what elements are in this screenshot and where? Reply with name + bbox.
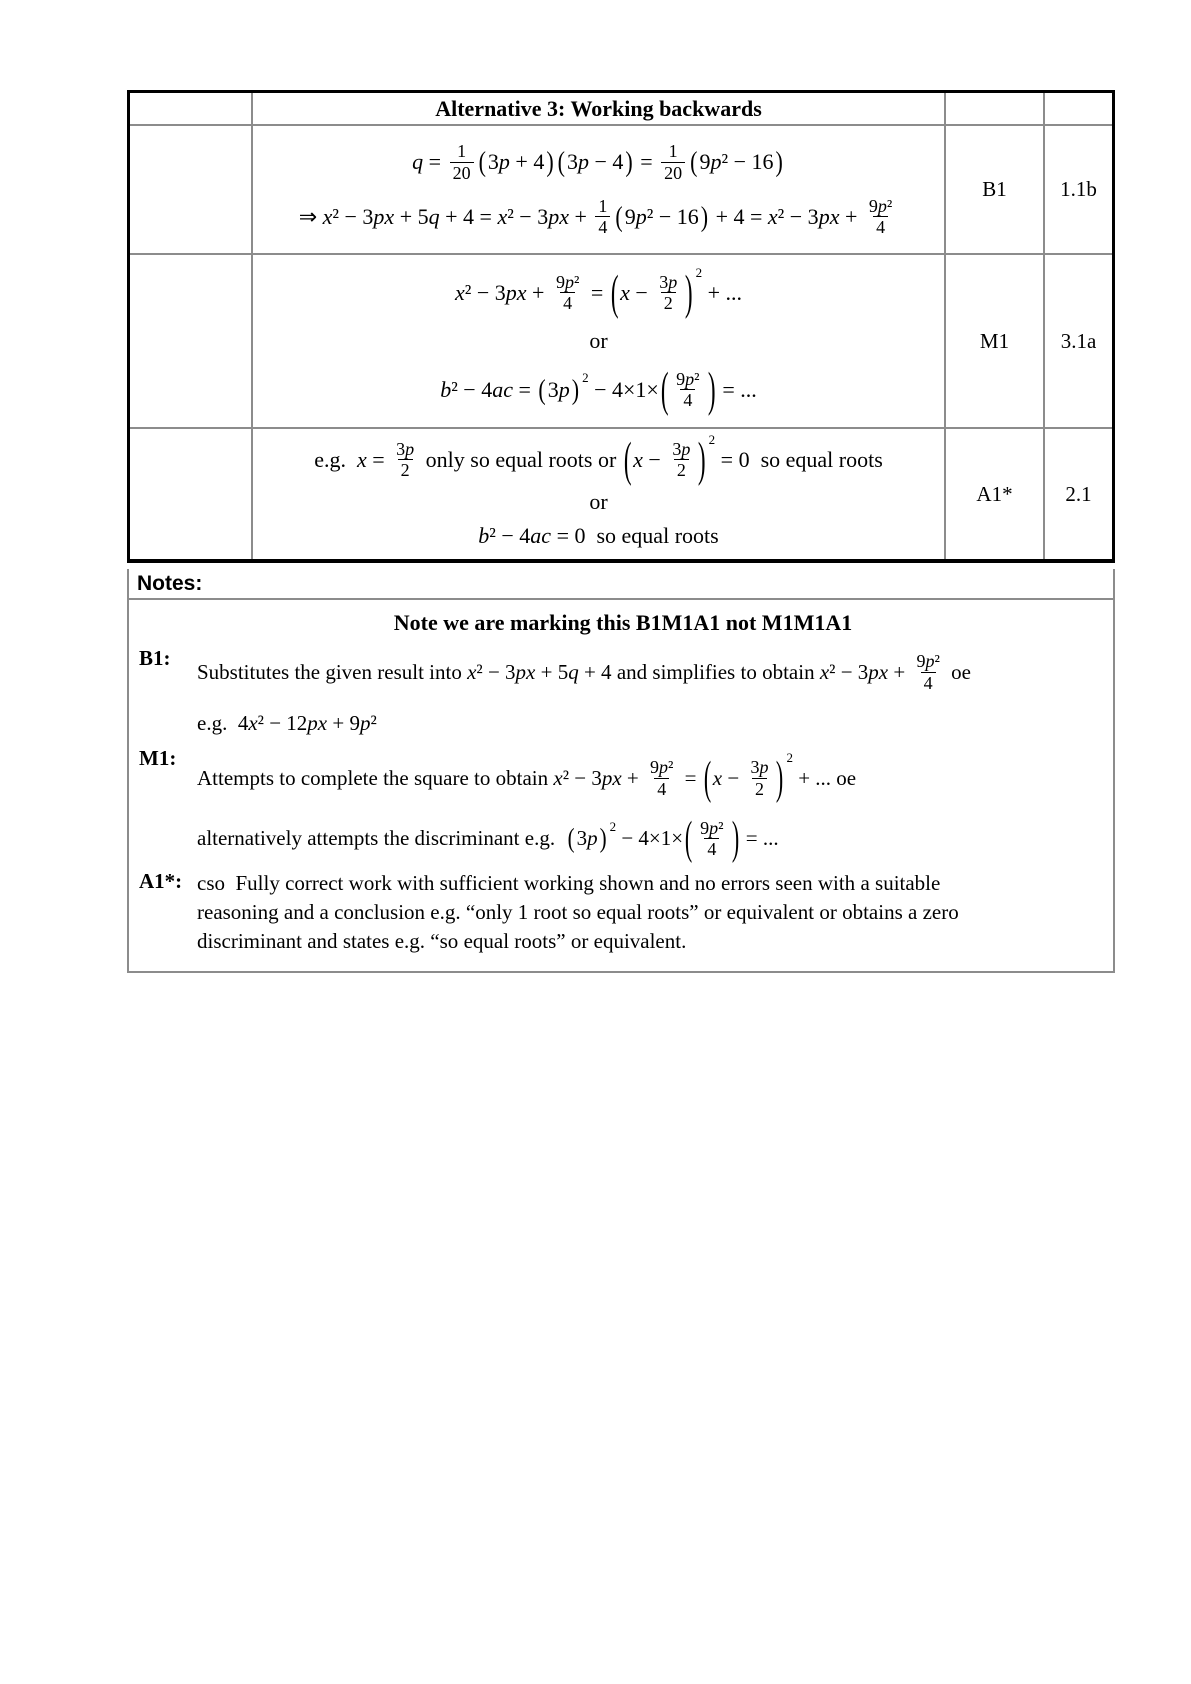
paren-group: ( 3p − 4 ) <box>557 145 633 178</box>
fraction: $\frac{\text{9p²}}{4}$ <box>555 271 580 313</box>
fraction: $\frac{1}{4}$ <box>595 196 610 237</box>
paren-group: ( 9p² − 16 ) <box>615 199 709 233</box>
fraction: $\frac{\text{9p²}}{4}$ <box>868 196 893 238</box>
notes-section <box>127 569 1115 973</box>
empty-cell <box>130 126 253 253</box>
note-label-m1: M1: <box>139 746 177 770</box>
mark-label-b1: B1 <box>946 126 1045 253</box>
note-line: Substitutes the given result into x² − 3px + 5q + 4 and simplifies to obtain x² − 3px + $\frac{\text{9p²}}{4}$ oe <box>197 651 971 693</box>
mark-scheme-table <box>127 90 1115 563</box>
note-line: reasoning and a conclusion e.g. “only 1 root so equal roots” or equivalent or obtains a zero <box>197 900 959 925</box>
table-row-b1 <box>130 126 1112 255</box>
paren-group: ( $\frac{\text{9p²}}{4}$ ) <box>660 360 716 416</box>
fraction: $\frac{\text{9p²}}{4}$ <box>650 757 674 799</box>
fraction: $\frac{1}{20}$ <box>450 141 474 182</box>
header-mark-cell <box>946 93 1045 124</box>
or-separator: or <box>589 328 608 353</box>
note-item-m1 <box>139 746 1107 864</box>
note-line: Attempts to complete the square to obtain x² − 3px + $\frac{\text{9p²}}{4}$ = ( x − $\frac{3p}{2}$ ) 2 + ... oe <box>197 750 857 804</box>
equation-line: q = $\frac{1}{20}$ ( 3p + 4 ) ( 3p − 4 ) = $\frac{1}{20}$ ( 9p² − 16 ) <box>412 141 783 183</box>
fraction: $\frac{3p}{2}$ <box>672 439 691 481</box>
note-line: alternatively attempts the discriminant e.g. ( 3p ) 2 − 4×1× ( $\frac{\text{9p²}}{4}$ ) = ... <box>197 811 779 864</box>
fraction: $\frac{1}{20}$ <box>661 141 685 182</box>
header-empty-cell <box>130 93 253 124</box>
or-separator: or <box>589 488 608 514</box>
paren-group: ( x − $\frac{3p}{2}$ ) 2 <box>610 263 703 319</box>
note-content-a1 <box>197 869 1107 956</box>
working-cell-b1 <box>253 126 946 253</box>
note-line: cso Fully correct work with sufficient working shown and no errors seen with a suitable <box>197 871 941 896</box>
empty-cell <box>130 429 253 559</box>
note-label-b1: B1: <box>139 646 171 670</box>
table-row-m1 <box>130 255 1112 429</box>
header-code-cell <box>1045 93 1112 124</box>
fraction: $\frac{3p}{2}$ <box>396 439 415 481</box>
note-line: discriminant and states e.g. “so equal roots” or equivalent. <box>197 929 687 954</box>
note-item-b1 <box>139 646 1107 740</box>
equation-line: e.g. x = $\frac{3p}{2}$ only so equal roots or ( x − $\frac{3p}{2}$ ) 2 = 0 so equal roots <box>314 431 883 487</box>
note-content-b1 <box>197 646 1107 740</box>
notes-label: Notes: <box>129 569 1113 600</box>
note-content-m1 <box>197 746 1107 864</box>
note-label-a1: A1*: <box>139 869 183 894</box>
mark-label-a1: A1* <box>946 429 1045 559</box>
spec-code-a1: 2.1 <box>1065 481 1092 506</box>
equation-line: b² − 4ac = ( 3p ) 2 − 4×1× ( $\frac{\text{9p²}}{4}$ ) = ... <box>440 360 757 416</box>
paren-group: ( 3p ) 2 <box>538 369 589 406</box>
paren-group: ( x − $\frac{3p}{2}$ ) 2 <box>623 431 716 487</box>
paren-group: ( $\frac{\text{9p²}}{4}$ ) <box>684 811 739 864</box>
spec-code-m1: 3.1a <box>1060 328 1097 353</box>
empty-cell <box>130 255 253 427</box>
equation-line: b² − 4ac = 0 so equal roots <box>478 522 719 548</box>
paren-group: ( 3p + 4 ) <box>478 145 554 178</box>
note-item-a1 <box>139 869 1107 956</box>
alternative-heading: Alternative 3: Working backwards <box>253 93 946 124</box>
equation-line: ⇒ x² − 3px + 5q + 4 = x² − 3px + $\frac{1}{4}$ ( 9p² − 16 ) + 4 = x² − 3px + $\frac{\text{9p²}}{4}$ <box>299 196 899 237</box>
table-row-a1 <box>130 429 1112 559</box>
spec-code-b1: 1.1b <box>1060 177 1097 201</box>
notes-body <box>129 600 1113 956</box>
fraction: $\frac{\text{9p²}}{4}$ <box>916 651 940 693</box>
paren-group: ( 9p² − 16 ) <box>690 145 783 178</box>
mark-label-m1: M1 <box>946 255 1045 427</box>
working-cell-m1 <box>253 255 946 427</box>
fraction: $\frac{3p}{2}$ <box>659 271 678 313</box>
working-cell-a1 <box>253 429 946 559</box>
fraction: $\frac{\text{9p²}}{4}$ <box>676 368 700 410</box>
notes-title: Note we are marking this B1M1A1 not M1M1A1 <box>393 610 853 635</box>
fraction: $\frac{\text{9p²}}{4}$ <box>700 818 724 860</box>
equation-line: x² − 3px + $\frac{\text{9p²}}{4}$ = ( x − $\frac{3p}{2}$ ) 2 + ... <box>454 263 743 319</box>
fraction: $\frac{3p}{2}$ <box>750 757 769 799</box>
paren-group: ( 3p ) 2 <box>567 819 617 854</box>
table-header-row <box>130 93 1112 126</box>
paren-group: ( x − $\frac{3p}{2}$ ) 2 <box>703 750 793 804</box>
note-line: e.g. 4x² − 12px + 9p² <box>197 710 377 735</box>
